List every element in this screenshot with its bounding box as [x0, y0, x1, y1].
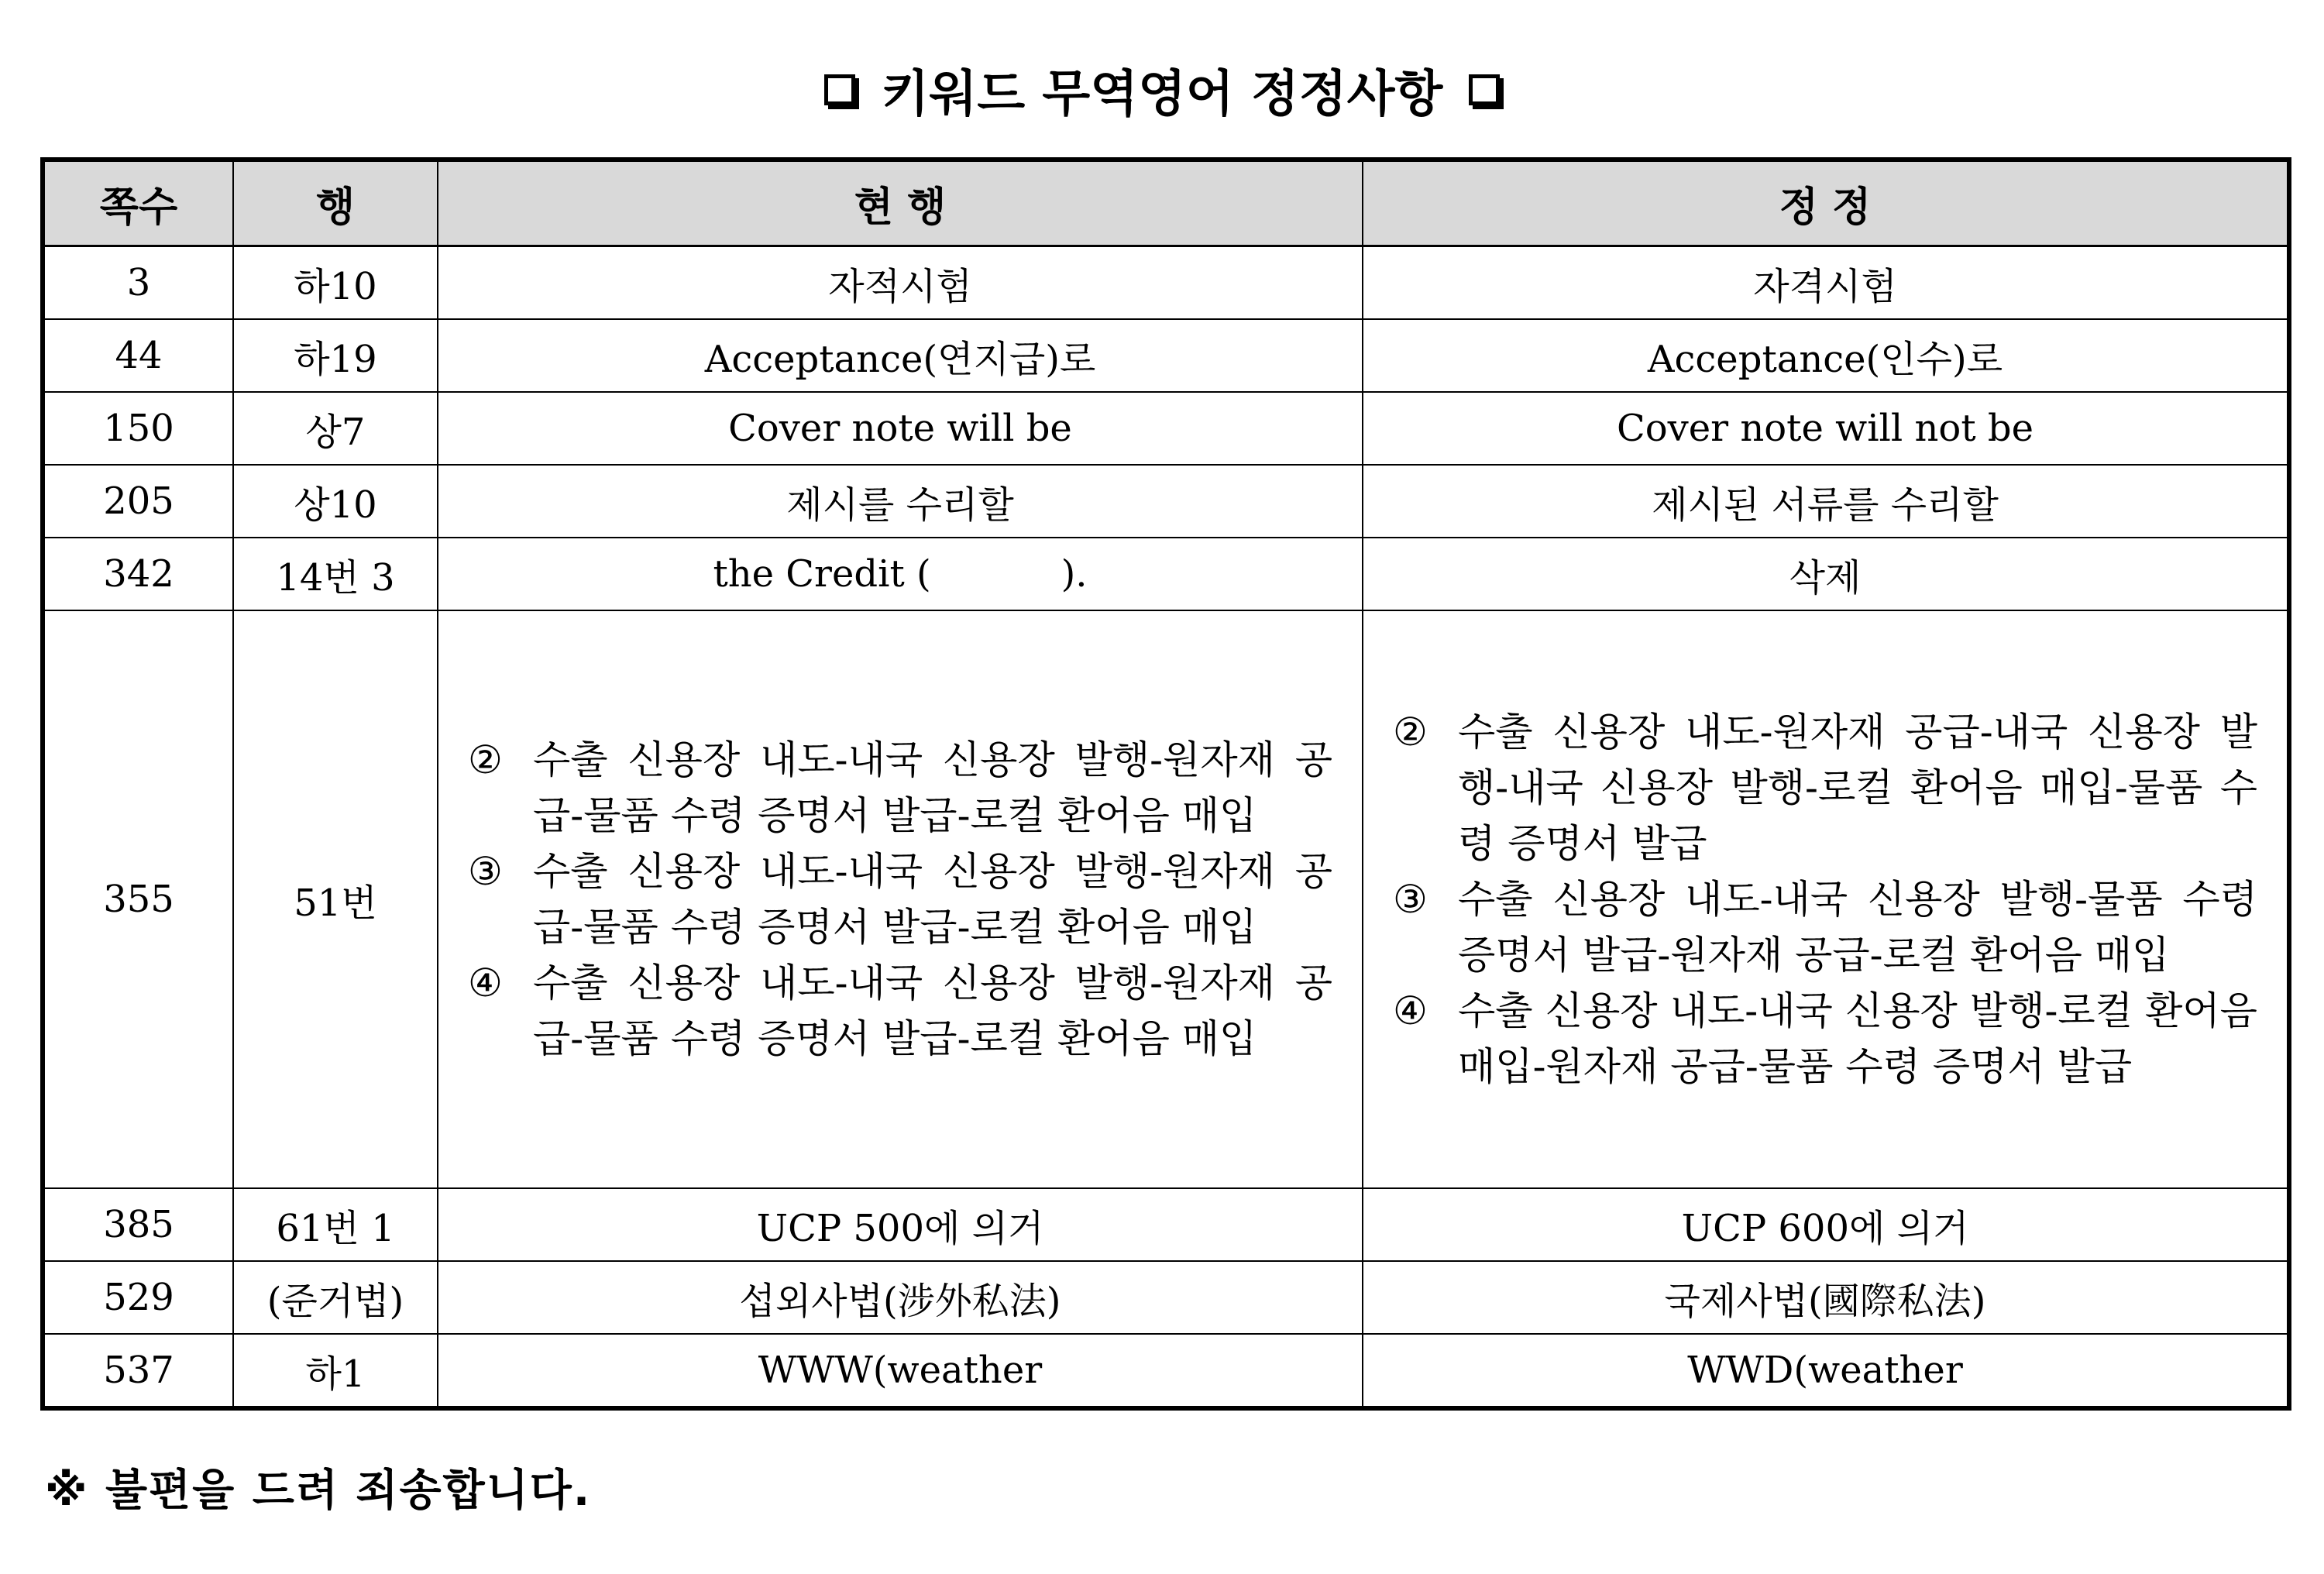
- cell-current: Cover note will be: [438, 392, 1363, 465]
- page-title: [0, 54, 2324, 125]
- cell-line: 상10: [233, 465, 438, 538]
- cell-page: 385: [43, 1188, 233, 1261]
- checkbox-square-icon: [824, 74, 855, 105]
- page-title-text: 키워드 무역영어 정정사항: [881, 66, 1443, 123]
- table-row: [43, 246, 2289, 320]
- cell-current: 자적시험: [438, 246, 1363, 320]
- cell-page: 44: [43, 319, 233, 392]
- cell-page: 150: [43, 392, 233, 465]
- list-item: [468, 732, 1332, 844]
- header-page: 쪽수: [43, 160, 233, 246]
- option-text: 수출 신용장 내도-원자재 공급-내국 신용장 발행-내국 신용장 발행-로컬 환어음 매입-물품 수령 증명서 발급: [1458, 710, 2257, 866]
- cell-line: 하19: [233, 319, 438, 392]
- table-header-row: [43, 160, 2289, 246]
- cell-correction: 국제사법(國際私法): [1363, 1261, 2289, 1334]
- option-number: ③: [1393, 877, 1428, 922]
- cell-page: 355: [43, 610, 233, 1188]
- table-row: [43, 392, 2289, 465]
- option-text: 수출 신용장 내도-내국 신용장 발행-물품 수령 증명서 발급-원자재 공급-로컬 환어음 매입: [1458, 877, 2257, 978]
- list-item: [1393, 704, 2257, 871]
- option-text: 수출 신용장 내도-내국 신용장 발행-원자재 공급-물품 수령 증명서 발급-로컬 환어음 매입: [533, 737, 1332, 838]
- cell-correction: UCP 600에 의거: [1363, 1188, 2289, 1261]
- list-item: [468, 844, 1332, 955]
- table-row: [43, 1261, 2289, 1334]
- table-row: [43, 319, 2289, 392]
- cell-page: 205: [43, 465, 233, 538]
- cell-line: 하1: [233, 1334, 438, 1408]
- cell-correction: 제시된 서류를 수리할: [1363, 465, 2289, 538]
- cell-line: 상7: [233, 392, 438, 465]
- cell-correction-options: [1363, 610, 2289, 1188]
- cell-correction: Acceptance(인수)로: [1363, 319, 2289, 392]
- cell-current-options: [438, 610, 1363, 1188]
- list-item: [1393, 871, 2257, 983]
- option-number: ②: [468, 737, 503, 782]
- cell-page: 537: [43, 1334, 233, 1408]
- cell-correction: 삭제: [1363, 538, 2289, 610]
- cell-correction: Cover note will not be: [1363, 392, 2289, 465]
- cell-correction: 자격시험: [1363, 246, 2289, 320]
- option-number: ④: [1393, 988, 1428, 1033]
- cell-current: Acceptance(연지급)로: [438, 319, 1363, 392]
- header-line: 행: [233, 160, 438, 246]
- table-row: [43, 1188, 2289, 1261]
- option-text: 수출 신용장 내도-내국 신용장 발행-원자재 공급-물품 수령 증명서 발급-로컬 환어음 매입: [533, 849, 1332, 950]
- list-item: [468, 955, 1332, 1067]
- cell-page: 342: [43, 538, 233, 610]
- cell-current: UCP 500에 의거: [438, 1188, 1363, 1261]
- option-text: 수출 신용장 내도-내국 신용장 발행-로컬 환어음 매입-원자재 공급-물품 수령 증명서 발급: [1458, 988, 2257, 1089]
- table-row: [43, 538, 2289, 610]
- checkbox-square-icon: [1469, 74, 1500, 105]
- cell-line: 하10: [233, 246, 438, 320]
- option-number: ④: [468, 961, 503, 1005]
- cell-line: (준거법): [233, 1261, 438, 1334]
- cell-current: WWW(weather: [438, 1334, 1363, 1408]
- errata-table: [40, 157, 2291, 1411]
- cell-current: 제시를 수리할: [438, 465, 1363, 538]
- table-row: [43, 1334, 2289, 1408]
- cell-correction: WWD(weather: [1363, 1334, 2289, 1408]
- cell-page: 529: [43, 1261, 233, 1334]
- cell-page: 3: [43, 246, 233, 320]
- cell-current: 섭외사법(涉外私法): [438, 1261, 1363, 1334]
- option-number: ③: [468, 849, 503, 894]
- list-item: [1393, 983, 2257, 1095]
- cell-line: 51번: [233, 610, 438, 1188]
- cell-current: the Credit ( ).: [438, 538, 1363, 610]
- option-text: 수출 신용장 내도-내국 신용장 발행-원자재 공급-물품 수령 증명서 발급-로컬 환어음 매입: [533, 961, 1332, 1061]
- cell-line: 14번 3: [233, 538, 438, 610]
- header-correction: 정 정: [1363, 160, 2289, 246]
- cell-line: 61번 1: [233, 1188, 438, 1261]
- table-row: [43, 465, 2289, 538]
- header-current: 현 행: [438, 160, 1363, 246]
- option-number: ②: [1393, 710, 1428, 754]
- apology-note: ※ 불편을 드려 죄송합니다.: [45, 1466, 592, 1516]
- table-row: [43, 610, 2289, 1188]
